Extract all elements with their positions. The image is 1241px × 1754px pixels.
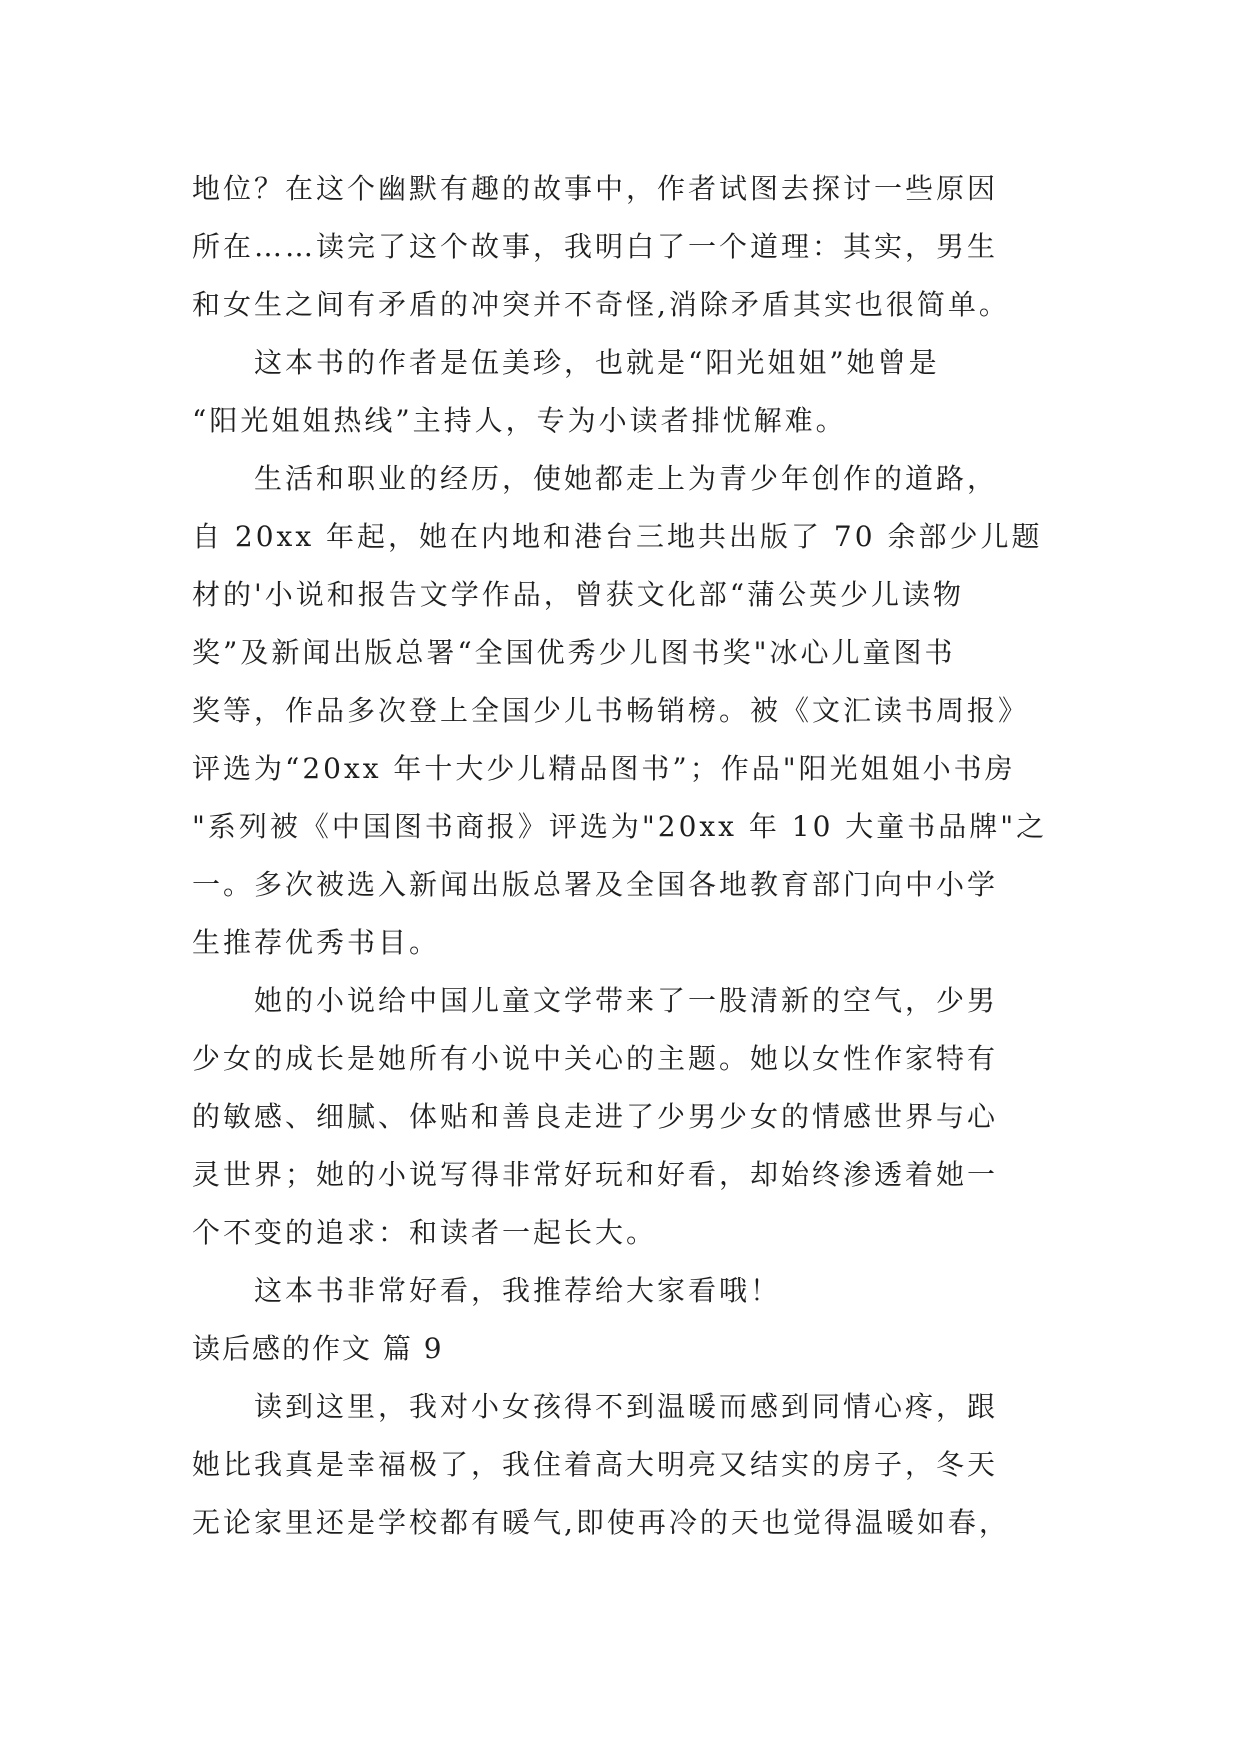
text-line: 的敏感、细腻、体贴和善良走进了少男少女的情感世界与心 [192,1100,999,1133]
paragraph-start-line: 生活和职业的经历，使她都走上为青少年创作的道路， [254,462,999,495]
text-line: 奖”及新闻出版总署“全国优秀少儿图书奖"冰心儿童图书 [192,636,956,669]
text-line: 无论家里还是学校都有暖气,即使再冷的天也觉得温暖如春， [192,1506,1010,1539]
document-page [192,160,1052,1552]
paragraph-start-line: 这本书的作者是伍美珍，也就是“阳光姐姐”她曾是 [254,346,940,379]
text-line: 奖等，作品多次登上全国少儿书畅销榜。被《文汇读书周报》 [192,694,1030,727]
paragraph-start-line: 这本书非常好看，我推荐给大家看哦！ [254,1274,782,1307]
text-line: 地位？在这个幽默有趣的故事中，作者试图去探讨一些原因 [192,172,999,205]
section-heading: 读后感的作文 篇 9 [192,1332,444,1365]
text-line: 自 20xx 年起，她在内地和港台三地共出版了 70 余部少儿题 [192,520,1043,553]
text-line: "系列被《中国图书商报》评选为"20xx 年 10 大童书品牌"之 [192,810,1048,843]
paragraph-start-line: 她的小说给中国儿童文学带来了一股清新的空气，少男 [254,984,999,1017]
text-line: 和女生之间有矛盾的冲突并不奇怪,消除矛盾其实也很简单。 [192,288,1010,321]
text-line: 个不变的追求：和读者一起长大。 [192,1216,658,1249]
text-line: 所在……读完了这个故事，我明白了一个道理：其实，男生 [192,230,999,263]
text-line: 评选为“20xx 年十大少儿精品图书”；作品"阳光姐姐小书房 [192,752,1016,785]
text-line: 少女的成长是她所有小说中关心的主题。她以女性作家特有 [192,1042,999,1075]
text-line: 一。多次被选入新闻出版总署及全国各地教育部门向中小学 [192,868,999,901]
text-line: 材的'小说和报告文学作品，曾获文化部“蒲公英少儿读物 [192,578,965,611]
paragraph-start-line: 读到这里，我对小女孩得不到温暖而感到同情心疼，跟 [254,1390,999,1423]
text-line: 她比我真是幸福极了，我住着高大明亮又结实的房子，冬天 [192,1448,999,1481]
text-line: “阳光姐姐热线”主持人，专为小读者排忧解难。 [192,404,847,437]
text-line: 生推荐优秀书目。 [192,926,441,959]
text-line: 灵世界；她的小说写得非常好玩和好看，却始终渗透着她一 [192,1158,999,1191]
